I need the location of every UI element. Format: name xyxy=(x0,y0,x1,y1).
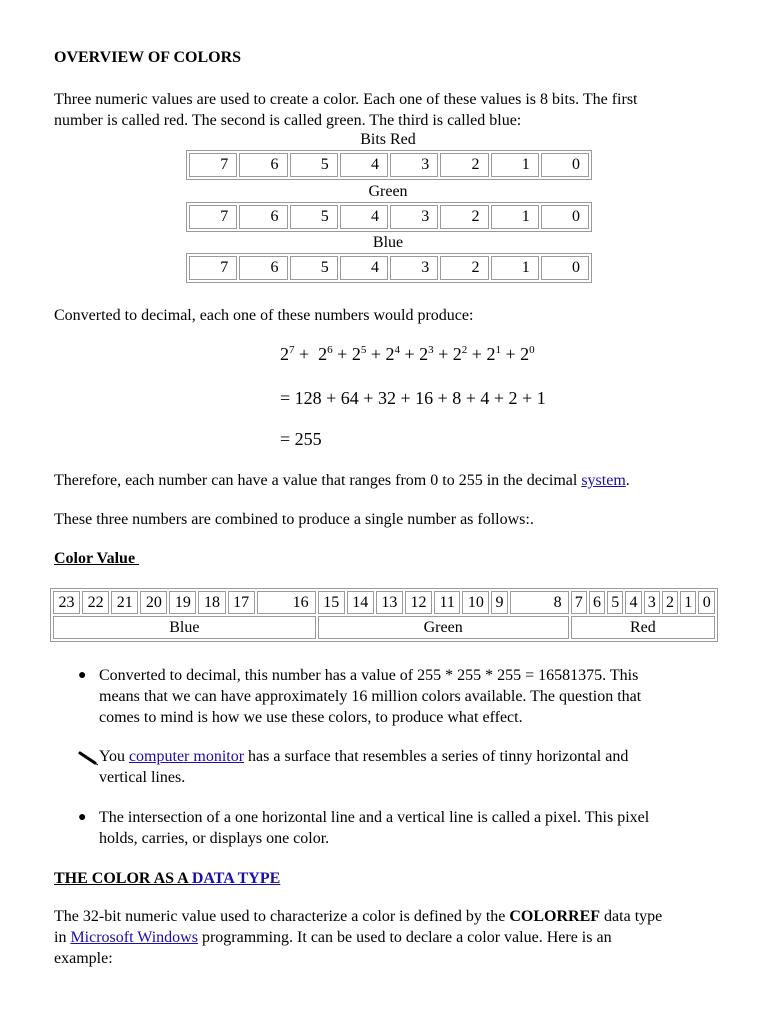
converted-paragraph: Converted to decimal, each one of these numbers would produce: xyxy=(54,307,474,324)
colorref-text-post: data type xyxy=(600,908,663,925)
bit-cell: 7 xyxy=(189,205,237,229)
data-type-link[interactable]: DATA TYPE xyxy=(191,870,281,887)
intro-paragraph xyxy=(54,89,722,131)
base: 2 xyxy=(385,344,395,364)
base: 2 xyxy=(520,344,530,364)
blue-group-label: Blue xyxy=(53,616,316,639)
bullet-icon: ● xyxy=(78,810,87,825)
table-row xyxy=(189,256,589,280)
page-heading: OVERVIEW OF COLORS xyxy=(54,49,242,66)
therefore-text: Therefore, each number can have a value that ranges from 0 to 255 in the decimal xyxy=(54,472,582,489)
bit-cell: 5 xyxy=(290,205,338,229)
bit-cell: 13 xyxy=(376,591,403,614)
bit-cell: 7 xyxy=(571,591,587,614)
exponent: 5 xyxy=(360,344,367,356)
line3: example: xyxy=(54,950,113,967)
pen-item-line-2: vertical lines. xyxy=(99,769,186,786)
power-sum-formula: $2^7 + 2^6 + 2^5 + 2^4 + 2^3 + 2^2 + 2^1 + 2^0$ xyxy=(280,344,535,364)
bit-cell: 7 xyxy=(189,256,237,280)
section-heading-text: THE COLOR AS A xyxy=(54,870,192,887)
table-row xyxy=(53,591,715,614)
total-formula: = 255 xyxy=(280,429,322,449)
bit-cell: 14 xyxy=(347,591,374,614)
bit-cell: 1 xyxy=(680,591,696,614)
bit-cell: 4 xyxy=(625,591,641,614)
base: 2 xyxy=(318,344,328,364)
bit-cell: 3 xyxy=(390,256,438,280)
bit-cell: 3 xyxy=(644,591,660,614)
period: . xyxy=(625,472,630,489)
colorref-keyword: COLORREF xyxy=(509,908,601,925)
exponent: 2 xyxy=(461,344,468,356)
intro-line-1: Three numeric values are used to create a color. Each one of these values is 8 bits. The first xyxy=(54,91,638,108)
bit-cell: 5 xyxy=(290,256,338,280)
decimal-sum-formula: = 128 + 64 + 32 + 16 + 8 + 4 + 2 + 1 xyxy=(280,388,546,408)
computer-monitor-link[interactable]: computer monitor xyxy=(128,748,245,765)
bit-cell: 5 xyxy=(290,153,338,177)
base: 2 xyxy=(351,344,361,364)
bullet1-line-1: Converted to decimal, this number has a value of 255 * 255 * 255 = 16581375. This xyxy=(99,667,639,684)
bit-cell: 7 xyxy=(189,153,237,177)
bullet-icon: ● xyxy=(78,668,87,683)
green-bits-table xyxy=(186,202,592,232)
base: 2 xyxy=(280,344,289,364)
color-value-table xyxy=(50,588,718,642)
pencil-icon xyxy=(78,750,98,771)
bit-cell: 6 xyxy=(239,256,287,280)
table-row xyxy=(53,616,715,639)
base: 2 xyxy=(486,344,496,364)
bit-cell: 2 xyxy=(440,153,488,177)
bit-cell: 23 xyxy=(53,591,80,614)
colorref-text-pre: The 32-bit numeric value used to characterize a color is defined by the xyxy=(54,908,510,925)
bit-cell: 0 xyxy=(541,205,589,229)
bit-cell: 10 xyxy=(462,591,489,614)
bullet1-line-3: comes to mind is how we use these colors, to produce what effect. xyxy=(99,709,523,726)
bit-cell: 8 xyxy=(510,591,569,614)
bit-cell: 11 xyxy=(434,591,460,614)
bit-cell: 12 xyxy=(405,591,432,614)
bit-cell: 1 xyxy=(491,205,539,229)
bit-cell: 4 xyxy=(340,205,388,229)
exponent: 0 xyxy=(529,344,535,356)
green-caption: Green xyxy=(368,183,408,200)
table-row xyxy=(189,153,589,177)
bit-cell: 2 xyxy=(440,205,488,229)
list-item xyxy=(99,665,722,728)
pen-item-post: has a surface that resembles a series of tinny horizontal and xyxy=(244,748,629,765)
bit-cell: 6 xyxy=(589,591,605,614)
bit-cell: 1 xyxy=(491,153,539,177)
line2-pre: in xyxy=(54,929,71,946)
blue-bits-table xyxy=(186,253,592,283)
blue-caption: Blue xyxy=(372,234,404,251)
bit-cell: 18 xyxy=(198,591,225,614)
bit-cell: 19 xyxy=(169,591,196,614)
bit-cell: 0 xyxy=(541,153,589,177)
color-value-heading: Color Value xyxy=(54,550,140,567)
bullet2-line-2: holds, carries, or displays one color. xyxy=(99,830,330,847)
bullet1-line-2: means that we can have approximately 16 million colors available. The question that xyxy=(99,688,642,705)
red-bits-table xyxy=(186,150,592,180)
pen-item-pre: You xyxy=(99,748,129,765)
exponent: 3 xyxy=(428,344,434,356)
bits-red-caption: Bits Red xyxy=(360,131,416,148)
bullet2-line-1: The intersection of a one horizontal line and a vertical line is called a pixel. This pixel xyxy=(99,809,650,826)
intro-line-2: number is called red. The second is called green. The third is called blue: xyxy=(54,112,522,129)
bit-cell: 3 xyxy=(390,205,438,229)
list-item xyxy=(99,807,722,849)
colorref-paragraph xyxy=(54,906,722,969)
exponent: 6 xyxy=(327,344,333,356)
section-heading xyxy=(54,868,722,889)
bit-cell: 6 xyxy=(239,153,287,177)
microsoft-windows-link[interactable]: Microsoft Windows xyxy=(70,929,198,946)
bit-cell: 6 xyxy=(239,205,287,229)
bit-cell: 5 xyxy=(607,591,623,614)
bit-cell: 20 xyxy=(140,591,167,614)
table-row xyxy=(189,205,589,229)
exponent: 1 xyxy=(495,344,501,356)
bit-cell: 4 xyxy=(340,256,388,280)
bit-cell: 2 xyxy=(662,591,678,614)
bit-cell: 15 xyxy=(318,591,345,614)
bit-cell: 1 xyxy=(491,256,539,280)
exponent: 7 xyxy=(289,344,295,356)
bit-cell: 0 xyxy=(698,591,715,614)
bit-cell: 21 xyxy=(111,591,138,614)
bit-cell: 9 xyxy=(491,591,507,614)
bit-cell: 22 xyxy=(82,591,109,614)
bit-cell: 0 xyxy=(541,256,589,280)
exponent: 4 xyxy=(394,344,400,356)
bit-cell: 17 xyxy=(228,591,255,614)
therefore-paragraph xyxy=(54,470,722,491)
green-group-label: Green xyxy=(318,616,569,639)
bit-cell: 3 xyxy=(390,153,438,177)
red-group-label: Red xyxy=(571,616,715,639)
combined-paragraph: These three numbers are combined to produce a single number as follows:. xyxy=(54,511,534,528)
bit-cell: 4 xyxy=(340,153,388,177)
bit-cell: 16 xyxy=(257,591,316,614)
bit-cell: 2 xyxy=(440,256,488,280)
line2-post: programming. It can be used to declare a color value. Here is an xyxy=(197,929,612,946)
list-item xyxy=(99,746,722,788)
system-link[interactable]: system xyxy=(581,472,626,489)
base: 2 xyxy=(452,344,462,364)
base: 2 xyxy=(419,344,429,364)
